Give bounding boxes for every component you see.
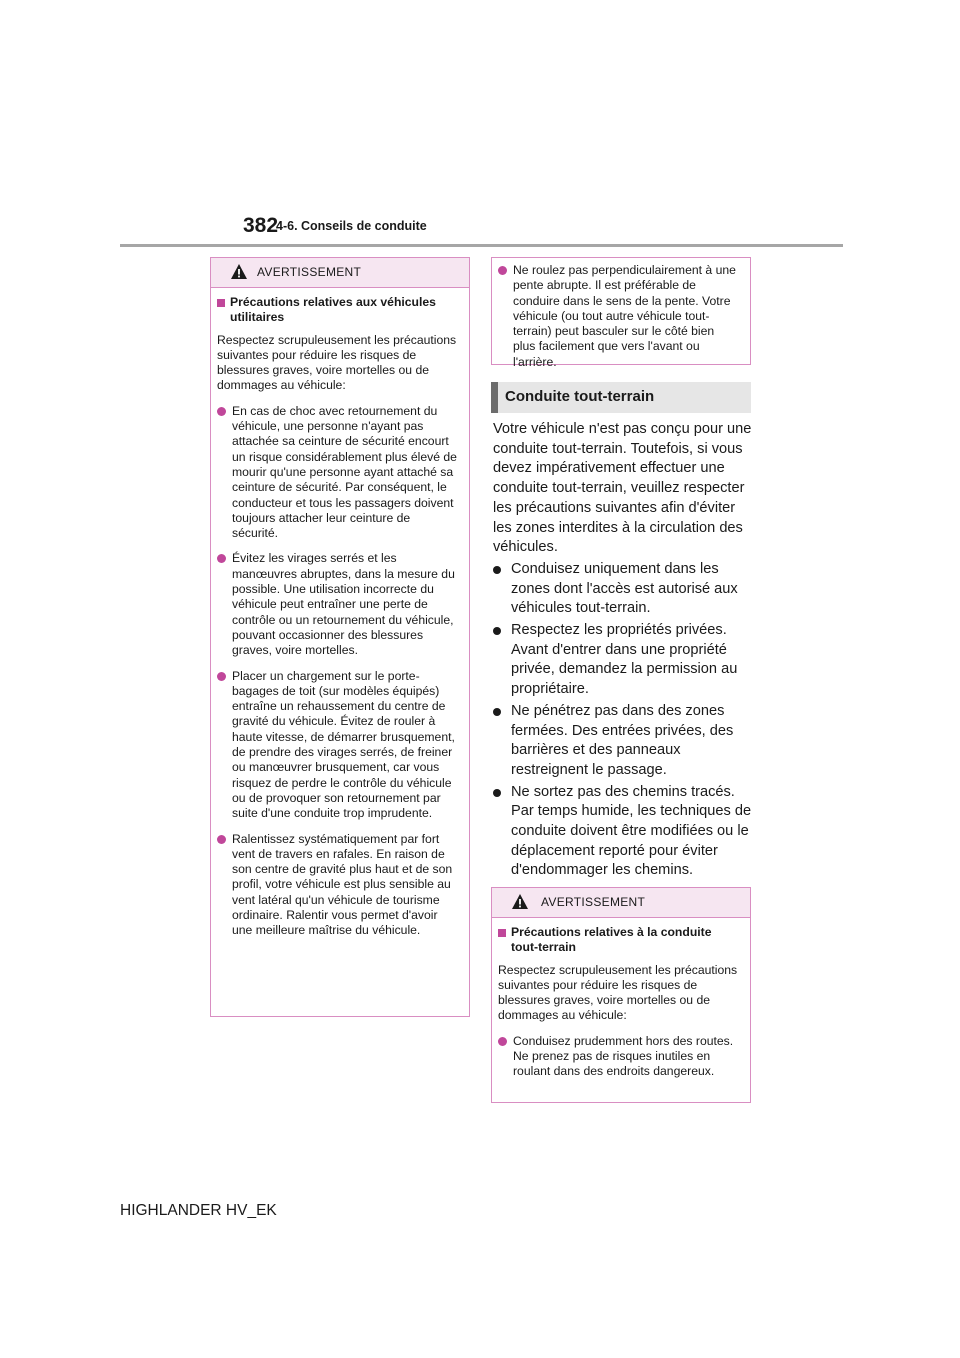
list-item — [493, 702, 755, 781]
warning-intro: Respectez scrupuleusement les précautions suivantes pour réduire les risques de blessures graves, voire mortelles ou de dommages au véhicule: — [217, 332, 457, 393]
list-item — [498, 263, 738, 370]
list-item-text: Ne pénétrez pas dans des zones fermées. Des entrées privées, des barrières et des panneaux restreignent le passage. — [511, 702, 734, 778]
offroad-heading — [491, 382, 751, 413]
list-item — [493, 621, 755, 700]
bullet-icon — [493, 627, 501, 635]
warning-triangle-icon — [230, 263, 248, 280]
warning-box-continued — [491, 257, 751, 369]
warning-subtitle — [498, 925, 738, 956]
warning-subtitle — [217, 295, 457, 326]
warning-triangle-icon — [511, 893, 529, 910]
bullet-icon — [493, 789, 501, 797]
section-title: 4-6. Conseils de conduite — [276, 219, 427, 233]
warning-title: AVERTISSEMENT — [257, 265, 362, 279]
page-number: 382 — [243, 214, 279, 237]
square-bullet-icon — [217, 299, 225, 307]
list-item-text: Évitez les virages serrés et les manœuvres abruptes, dans la mesure du possible. Une utilisation incorrecte du véhicule peut entraîner une perte de contrôle ou un retournement du véhicule, pouvant occasionner des blessures graves, voire mortelles. — [232, 551, 455, 658]
list-item-text: Ralentissez systématiquement par fort vent de travers en rafales. En raison de son centre de gravité plus haut et de son profil, votre véhicule est plus sensible au vent latéral qu'un véhicule de tourisme ordinaire. Ralentir vous permet d'avoir une meilleure maîtrise du véhicule. — [232, 831, 453, 938]
offroad-heading-text: Conduite tout-terrain — [505, 388, 655, 405]
offroad-content — [493, 420, 755, 881]
warning-box-offroad — [491, 887, 751, 1103]
bullet-icon — [493, 708, 501, 716]
bullet-icon — [217, 672, 226, 681]
warning-title: AVERTISSEMENT — [541, 895, 646, 909]
offroad-intro: Votre véhicule n'est pas conçu pour une conduite tout-terrain. Toutefois, si vous devez impérativement effectuer une conduite tout-terrain, veuillez respecter les précautions suivantes afin d'éviter les zones interdites à la circulation des véhicules. — [493, 421, 752, 556]
list-item-text: Ne sortez pas des chemins tracés. Par temps humide, les techniques de conduite doivent être modifiées ou le déplacement reporté pour éviter d'endommager les chemins. — [511, 783, 752, 879]
list-item — [217, 404, 457, 542]
list-item — [217, 832, 457, 939]
bullet-icon — [498, 1037, 507, 1046]
bullet-icon — [498, 266, 507, 275]
list-item-text: Conduisez uniquement dans les zones dont l'accès est autorisé aux véhicules tout-terrain. — [511, 560, 738, 617]
warning-intro: Respectez scrupuleusement les précautions suivantes pour réduire les risques de blessures graves, voire mortelles ou de dommages au véhicule: — [498, 962, 738, 1023]
square-bullet-icon — [498, 929, 506, 937]
footer-model: HIGHLANDER HV_EK — [120, 1202, 277, 1219]
list-item-text: En cas de choc avec retournement du véhicule, une personne n'ayant pas attachée sa ceinture de sécurité encourt un risque considérablement plus élevé de mourir qu'une personne ayant attaché sa ceinture de sécurité. Par conséquent, le conducteur et tous les passagers doivent toujours attacher leur ceinture de sécurité. — [232, 403, 457, 541]
warning-box-utility-vehicles — [210, 257, 470, 1017]
list-item — [217, 669, 457, 822]
bullet-icon — [217, 835, 226, 844]
bullet-icon — [217, 554, 226, 563]
list-item — [493, 783, 755, 882]
warning-header — [211, 258, 469, 288]
header-divider — [120, 244, 843, 247]
warning-subtitle-text: Précautions relatives aux véhicules utilitaires — [230, 295, 436, 325]
list-item-text: Respectez les propriétés privées. Avant d'entrer dans une propriété privée, demandez la permission au propriétaire. — [511, 622, 738, 698]
list-item — [217, 551, 457, 658]
heading-accent — [491, 382, 498, 413]
list-item-text: Placer un chargement sur le porte-bagages de toit (sur modèles équipés) entraîne un rehaussement du centre de gravité du véhicule. Évitez de rouler à haute vitesse, de démarrer brusquement, de prendre des virages serrés, de freiner ou manœuvrer brusquement, car vous risquez de perdre le contrôle du véhicule ou de provoquer son retournement par suite d'une conduite trop imprudente. — [232, 668, 455, 821]
list-item-text: Conduisez prudemment hors des routes. Ne prenez pas de risques inutiles en roulant dans des endroits dangereux. — [513, 1033, 734, 1079]
list-item — [498, 1034, 738, 1080]
list-item — [493, 560, 755, 619]
list-item-text: Ne roulez pas perpendiculairement à une pente abrupte. Il est préférable de conduire dans le sens de la pente. Votre véhicule (ou tout autre véhicule tout-terrain) peut basculer sur le côté bien plus facilement que vers l'avant ou l'arrière. — [513, 263, 736, 369]
warning-subtitle-text: Précautions relatives à la conduite tout-terrain — [511, 925, 712, 955]
bullet-icon — [493, 566, 501, 574]
bullet-icon — [217, 407, 226, 416]
warning-header — [492, 888, 750, 918]
